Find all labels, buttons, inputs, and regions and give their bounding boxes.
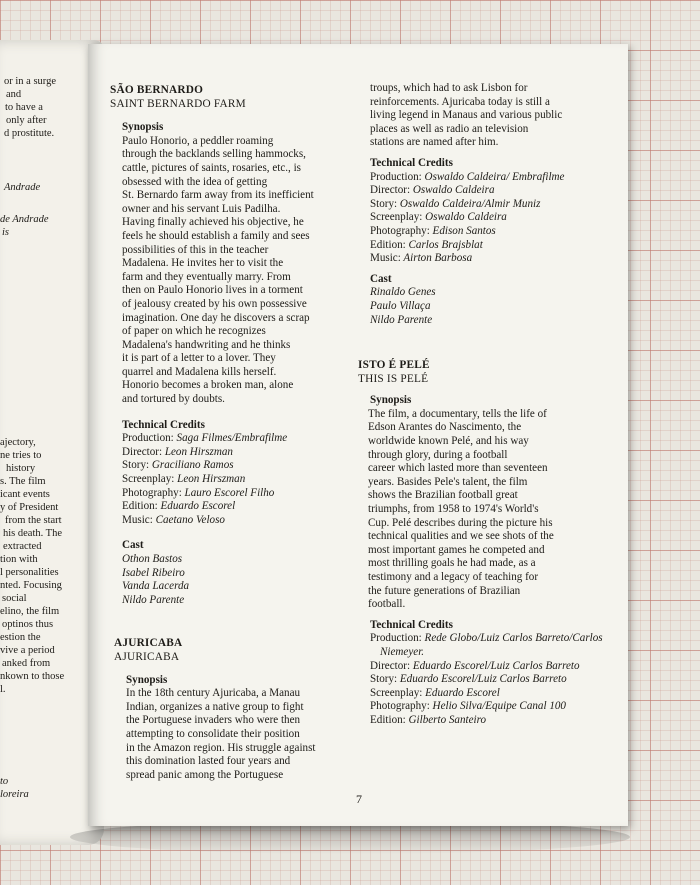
synopsis-line: Cup. Pelé describes during the picture his (368, 516, 553, 529)
credit-value: Oswaldo Caldeira/Almir Muniz (397, 197, 541, 210)
left-page-line: d prostitute. (4, 128, 55, 139)
credit-value: Edison Santos (429, 224, 496, 237)
synopsis-line: shows the Brazilian football great (368, 489, 518, 502)
credit-label: Screenplay: (122, 473, 175, 486)
synopsis-heading: Synopsis (122, 121, 164, 134)
credit-value: Airton Barbosa (400, 252, 473, 265)
left-page-line: extracted (3, 541, 42, 552)
credit-label: Edition: (370, 238, 406, 251)
credit-value: Eduardo Escorel (422, 686, 500, 699)
synopsis-line: owner and his servant Luis Padilha. (122, 202, 281, 215)
credit-value: Caetano Veloso (152, 513, 225, 526)
credit-value: Oswaldo Caldeira (410, 184, 495, 197)
cast-member: Rinaldo Genes (370, 286, 436, 299)
cast-heading: Cast (122, 539, 144, 552)
synopsis-line: football. (368, 598, 406, 611)
cast-member: Nildo Parente (122, 593, 185, 606)
left-page-line: from the start (5, 515, 62, 526)
credit-row (122, 514, 342, 528)
cast-heading: Cast (370, 272, 392, 285)
synopsis-line: the future generations of Brazilian (368, 584, 521, 597)
credit-row (370, 239, 606, 253)
cast-member: Othon Bastos (122, 553, 183, 565)
left-page-line: l personalities (0, 567, 59, 578)
left-page-line: tion with (0, 554, 38, 565)
left-page-line: y of President (0, 502, 59, 513)
cast-member: Isabel Ribeiro (122, 566, 185, 579)
credit-value: Oswaldo Caldeira (422, 211, 507, 224)
left-page-line: elino, the film (0, 606, 60, 617)
film-subtitle-ajuricaba: AJURICABA (114, 650, 180, 663)
synopsis-line: farm and they eventually marry. From (122, 270, 291, 283)
credit-row (122, 500, 342, 514)
left-page-line: social (2, 593, 27, 604)
film-title-sao-bernardo: SÃO BERNARDO (110, 84, 204, 96)
credit-label: Photography: (122, 486, 182, 499)
synopsis-line: testimony and a legacy of teaching for (368, 571, 539, 583)
synopsis-line: St. Bernardo farm away from its inefficient (122, 189, 314, 202)
credit-label: Story: (370, 197, 398, 210)
left-page-line: Andrade (4, 182, 41, 193)
synopsis-heading: Synopsis (126, 673, 168, 686)
credit-label: Director: (370, 659, 411, 672)
synopsis-line: places as well as radio an television (370, 122, 529, 135)
synopsis-line: possibilities of this in the teacher (122, 243, 269, 256)
credits-list (370, 171, 606, 266)
left-page-line: only after (6, 115, 47, 126)
left-page-line: de Andrade (0, 214, 49, 225)
credit-row (122, 446, 342, 460)
synopsis-line: spread panic among the Portuguese (126, 768, 284, 781)
left-page-line: nkown to those (0, 671, 65, 682)
left-page-line: his death. The (3, 528, 63, 539)
right-page (88, 44, 628, 826)
left-page-line: and (6, 89, 22, 100)
synopsis-line: of jealousy created by his own possessive (122, 297, 307, 310)
credit-value: Helio Silva/Equipe Canal 100 (429, 700, 566, 713)
credit-label: Screenplay: (370, 686, 423, 699)
credit-row (370, 660, 606, 674)
synopsis-line: In the 18th century Ajuricaba, a Manau (126, 687, 301, 700)
credit-row (370, 184, 606, 198)
credit-value: Eduardo Escorel/Luiz Carlos Barreto (397, 673, 567, 686)
credits-list (122, 432, 342, 527)
credit-row (370, 225, 606, 239)
credits-list (370, 632, 606, 727)
synopsis-line: most thrilling goals he had made, as a (368, 557, 536, 570)
credit-value: Saga Filmes/Embrafilme (173, 432, 288, 445)
credit-label: Story: (122, 459, 150, 472)
synopsis-line: attempting to consolidate their position (126, 727, 300, 740)
left-page-line: or in a surge (4, 76, 57, 87)
left-page-line: optinos thus (2, 619, 54, 630)
credit-row (370, 252, 606, 266)
credit-label: Music: (370, 252, 401, 265)
film-subtitle-saint-bernardo-farm: SAINT BERNARDO FARM (110, 97, 246, 110)
film-title-isto-e-pele: ISTO É PELÉ (358, 359, 430, 372)
credit-label: Screenplay: (370, 211, 423, 224)
left-page-line: to (0, 776, 9, 787)
synopsis-line: then on Paulo Honorio lives in a torment (122, 284, 303, 297)
cast-member: Nildo Parente (370, 313, 433, 326)
synopsis-heading: Synopsis (370, 394, 412, 407)
credit-row (370, 673, 606, 687)
credit-value: Carlos Brajsblat (405, 238, 483, 251)
synopsis-line: obsessed with the idea of getting (122, 175, 268, 188)
credit-value: Leon Hirszman (174, 473, 246, 486)
synopsis-text (368, 408, 606, 612)
left-page-line: vive a period (0, 645, 55, 656)
credit-label: Production: (370, 170, 422, 183)
synopsis-line: Madalena. He invites her to visit the (122, 257, 284, 270)
credit-value: Eduardo Escorel/Luiz Carlos Barreto (410, 659, 580, 672)
credit-row (370, 211, 606, 225)
credit-row (370, 687, 606, 701)
synopsis-line: cattle, pictures of saints, rosaries, etc., is (122, 161, 301, 174)
cast-list (122, 553, 342, 607)
synopsis-line: imagination. One day he discovers a scrap (122, 311, 310, 324)
synopsis-line: The film, a documentary, tells the life of (368, 407, 547, 420)
synopsis-line: through the backlands selling hammocks, (122, 148, 306, 161)
synopsis-line: troups, which had to ask Lisbon for (370, 82, 528, 94)
synopsis-continued (370, 82, 606, 150)
cast-member: Vanda Lacerda (122, 580, 190, 593)
synopsis-line: stations are named after him. (370, 136, 499, 149)
left-page-line: anked from (2, 658, 51, 669)
credit-row (122, 432, 342, 446)
synopsis-line: worldwide known Pelé, and his way (368, 435, 529, 448)
left-page-line: s. The film (0, 476, 46, 487)
film-title-ajuricaba: AJURICABA (114, 637, 183, 650)
credits-heading: Technical Credits (122, 418, 205, 431)
left-page-line: history (6, 463, 36, 474)
synopsis-line: Paulo Honorio, a peddler roaming (122, 134, 274, 147)
synopsis-text (126, 687, 342, 782)
credits-heading: Technical Credits (370, 618, 453, 631)
synopsis-line: of paper on which he recognizes (122, 325, 266, 338)
synopsis-line: years. Basides Pele's talent, the film (368, 475, 528, 488)
credit-label: Edition: (370, 713, 406, 726)
left-page-line: to have a (5, 102, 43, 113)
credit-row (370, 171, 606, 185)
film-subtitle-this-is-pele: THIS IS PELÉ (358, 372, 429, 385)
left-page-line: ne tries to (0, 450, 42, 461)
credit-label: Photography: (370, 224, 430, 237)
synopsis-line: and tortured by doubts. (122, 393, 225, 406)
synopsis-line: career which lasted more than seventeen (368, 462, 548, 475)
cast-list (370, 286, 606, 327)
credit-label: Story: (370, 673, 398, 686)
synopsis-line: through glory, during a football (368, 448, 508, 461)
credit-label: Photography: (370, 700, 430, 713)
credit-label: Director: (122, 445, 163, 458)
cast-member: Paulo Villaça (370, 299, 431, 312)
credit-label: Production: (370, 632, 422, 645)
synopsis-line: Having finally achieved his objective, he (122, 216, 304, 229)
credit-value: Gilberto Santeiro (405, 713, 487, 726)
synopsis-line: triumphs, from 1958 to 1974's World's (368, 503, 539, 516)
synopsis-line: Honorio becomes a broken man, alone (122, 379, 294, 392)
synopsis-line: reinforcements. Ajuricaba today is still a (370, 95, 550, 108)
credit-value: Leon Hirszman (162, 445, 233, 458)
synopsis-line: it is part of a letter to a lover. They (122, 352, 276, 365)
credit-row (370, 714, 606, 728)
page-number: 7 (356, 792, 362, 806)
credit-row (122, 487, 342, 501)
credit-label: Edition: (122, 500, 158, 513)
credit-value: Eduardo Escorel (157, 500, 236, 513)
credit-label: Music: (122, 513, 153, 526)
left-page-line: nted. Focusing (0, 580, 62, 591)
synopsis-line: in the Amazon region. His struggle against (126, 741, 316, 754)
credit-row (122, 459, 342, 473)
synopsis-line: Indian, organizes a native group to fight (126, 700, 304, 713)
credit-value: Rede Globo/Luiz Carlos Barreto/Carlos Niemeyer. (380, 632, 603, 658)
left-page-line: l. (0, 684, 6, 695)
left-page-line: estion the (0, 632, 41, 643)
credit-row (370, 632, 606, 659)
left-page-line: icant events (0, 489, 50, 500)
credits-heading: Technical Credits (370, 156, 453, 169)
synopsis-line: the Portuguese invaders who were then (126, 714, 301, 727)
credit-row (370, 700, 606, 714)
left-page-line: loreira (0, 789, 29, 800)
synopsis-line: quarrel and Madalena kills herself. (122, 365, 277, 378)
credit-row (122, 473, 342, 487)
credit-label: Director: (370, 184, 411, 197)
credit-row (370, 198, 606, 212)
synopsis-line: most important games he competed and (368, 543, 545, 556)
left-page-line: is (2, 227, 10, 238)
synopsis-line: Edson Arantes do Nascimento, the (368, 421, 522, 434)
synopsis-line: Madalena's handwriting and he thinks (122, 338, 291, 351)
synopsis-line: technical qualities and we see shots of the (368, 530, 554, 543)
synopsis-line: this domination lasted four years and (126, 755, 291, 768)
left-page-line: ajectory, (0, 437, 36, 448)
synopsis-line: feels he should establish a family and sees (122, 229, 310, 242)
credit-label: Production: (122, 432, 174, 445)
credit-value: Graciliano Ramos (149, 459, 234, 472)
credit-value: Lauro Escorel Filho (181, 486, 275, 499)
column-right (358, 82, 606, 728)
column-left (110, 84, 342, 782)
synopsis-text (122, 135, 342, 407)
credit-value: Oswaldo Caldeira/ Embrafilme (421, 170, 565, 183)
synopsis-line: living legend in Manaus and various public (370, 109, 563, 122)
